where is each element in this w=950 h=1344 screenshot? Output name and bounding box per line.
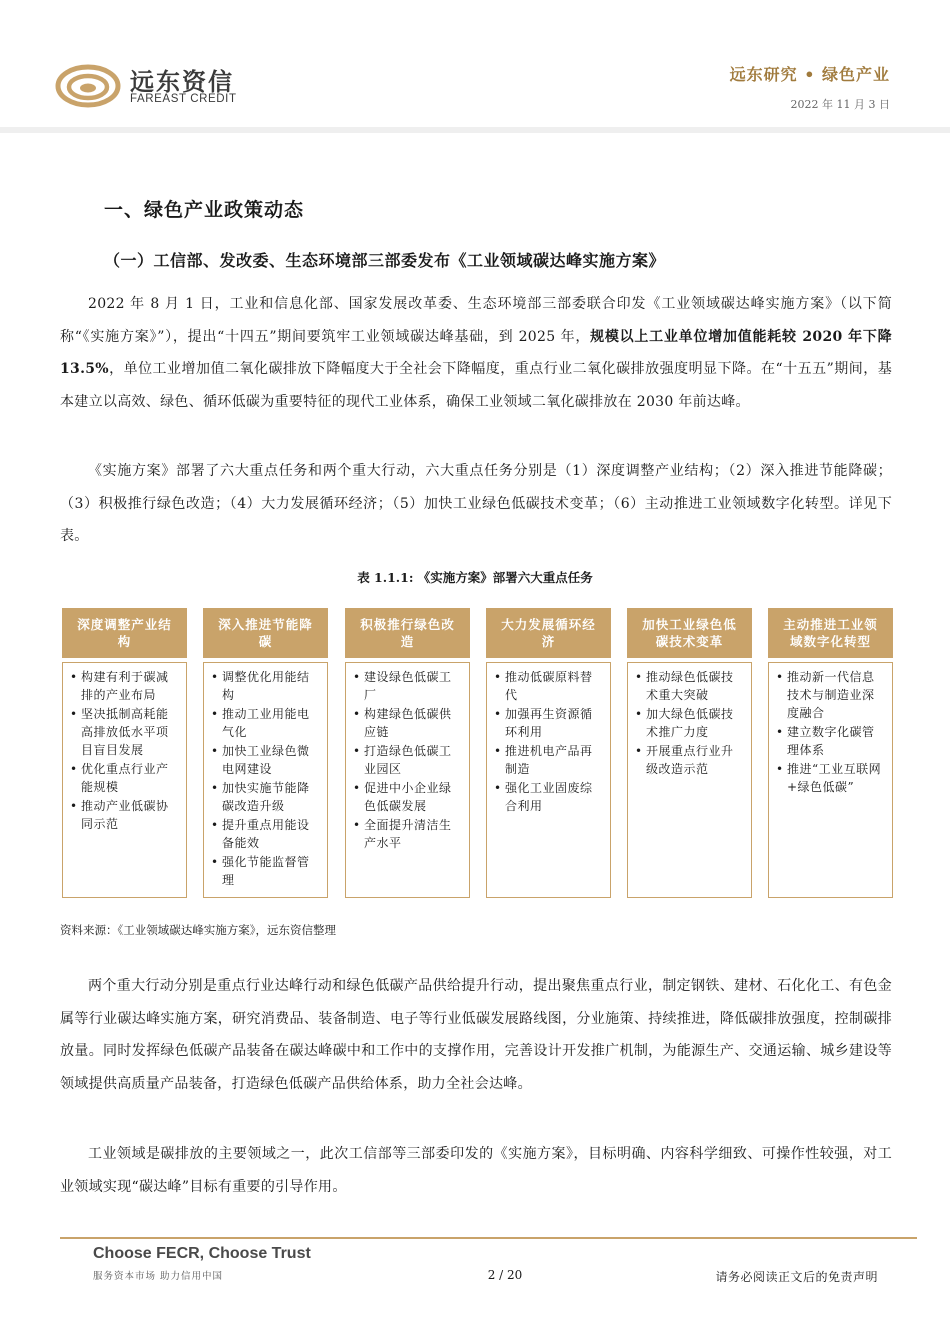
page-number: 2 / 20 xyxy=(487,1268,523,1282)
company-name-en: FAREAST CREDIT xyxy=(130,93,237,105)
task-column-body xyxy=(768,662,893,898)
task-item: • 加快实施节能降碳改造升级 xyxy=(210,779,319,815)
task-item: • 坚决抵制高耗能高排放低水平项目盲目发展 xyxy=(69,705,178,759)
task-column-title: 主动推进工业领域数字化转型 xyxy=(768,608,893,658)
task-item: • 推进机电产品再制造 xyxy=(493,742,602,778)
task-item: • 调整优化用能结构 xyxy=(210,668,319,704)
disclaimer-note: 请务必阅读正文后的免责声明 xyxy=(715,1270,878,1284)
task-item: • 打造绿色低碳工业园区 xyxy=(352,742,461,778)
task-column-body xyxy=(203,662,328,898)
company-name-cn: 远东资信 xyxy=(130,68,234,96)
report-date: 2022 年 11 月 3 日 xyxy=(790,98,890,111)
task-item: • 推动低碳原料替代 xyxy=(493,668,602,704)
task-item: • 推动新一代信息技术与制造业深度融合 xyxy=(775,668,884,722)
task-item: • 全面提升清洁生产水平 xyxy=(352,816,461,852)
task-item: • 建设绿色低碳工厂 xyxy=(352,668,461,704)
paragraph-tasks: 《实施方案》部署了六大重点任务和两个重大行动，六大重点任务分别是（1）深度调整产业结构；（2）深入推进节能降碳；（3）积极推行绿色改造；（4）大力发展循环经济；（5）加快工业绿色低碳技术变革；（6）主动推进工业领域数字化转型。详见下表。 xyxy=(60,463,892,544)
task-column xyxy=(345,608,470,898)
task-item: • 加强再生资源循环利用 xyxy=(493,705,602,741)
paragraph-conclusion: 工业领域是碳排放的主要领域之一，此次工信部等三部委印发的《实施方案》，目标明确、内容科学细致、可操作性较强，对工业领域实现“碳达峰”目标有重要的引导作用。 xyxy=(60,1146,892,1195)
task-column-body xyxy=(345,662,470,898)
subsection-title: （一）工信部、发改委、生态环境部三部委发布《工业领域碳达峰实施方案》 xyxy=(104,251,666,270)
task-column-title: 加快工业绿色低碳技术变革 xyxy=(627,608,752,658)
task-column xyxy=(486,608,611,898)
paragraph-actions: 两个重大行动分别是重点行业达峰行动和绿色低碳产品供给提升行动，提出聚焦重点行业，制定钢铁、建材、石化化工、有色金属等行业碳达峰实施方案，研究消费品、装备制造、电子等行业低碳发展路线图，分业施策、持续推进，降低碳排放强度，控制碳排放量。同时发挥绿色低碳产品装备在碳达峰碳中和工作中的支撑作用，完善设计开发推广机制，为能源生产、交通运输、城乡建设等领域提供高质量产品装备，打造绿色低碳产品供给体系，助力全社会达峰。 xyxy=(60,978,892,1092)
task-column-title: 深入推进节能降碳 xyxy=(203,608,328,658)
footer-slogan: Choose FECR, Choose Trust xyxy=(93,1245,311,1262)
table-caption: 表 1.1.1: 《实施方案》部署六大重点任务 xyxy=(357,570,593,585)
footer-divider xyxy=(60,1237,917,1239)
task-item: • 开展重点行业升级改造示范 xyxy=(634,742,743,778)
task-item: • 建立数字化碳管理体系 xyxy=(775,723,884,759)
task-column-body xyxy=(627,662,752,898)
task-column xyxy=(62,608,187,898)
task-item: • 优化重点行业产能规模 xyxy=(69,760,178,796)
task-column-title: 大力发展循环经济 xyxy=(486,608,611,658)
task-column xyxy=(627,608,752,898)
task-item: • 推动绿色低碳技术重大突破 xyxy=(634,668,743,704)
paragraph-intro-highlight: 规模以上工业单位增加值能耗较 2020 年下降 13.5% xyxy=(60,328,892,377)
task-column xyxy=(203,608,328,898)
task-item: • 强化节能监督管理 xyxy=(210,853,319,889)
source-note: 资料来源：《工业领域碳达峰实施方案》，远东资信整理 xyxy=(60,923,336,937)
footer-subslogan: 服务资本市场 助力信用中国 xyxy=(93,1271,224,1282)
task-item: • 推动工业用能电气化 xyxy=(210,705,319,741)
task-item: • 加大绿色低碳技术推广力度 xyxy=(634,705,743,741)
task-item: • 构建绿色低碳供应链 xyxy=(352,705,461,741)
company-logo-icon xyxy=(55,60,121,108)
task-item: • 促进中小企业绿色低碳发展 xyxy=(352,779,461,815)
paragraph-intro-part2: ，单位工业增加值二氧化碳排放下降幅度大于全社会下降幅度，重点行业二氧化碳排放强度明显下降。在“十五五”期间，基本建立以高效、绿色、循环低碳为重要特征的现代工业体系，确保工业领域二氧化碳排放在 2030 年前达峰。 xyxy=(60,361,892,410)
task-item: • 推动产业低碳协同示范 xyxy=(69,797,178,833)
task-item: • 推进“工业互联网+绿色低碳” xyxy=(775,760,884,796)
task-item: • 构建有利于碳减排的产业布局 xyxy=(69,668,178,704)
paragraph-intro-part1: 2022 年 8 月 1 日，工业和信息化部、国家发展改革委、生态环境部三部委联合印发《工业领域碳达峰实施方案》（以下简称“《实施方案》”），提出“十四五”期间要筑牢工业领域碳达峰基础，到 2025 年， xyxy=(60,296,892,345)
task-column-title: 深度调整产业结构 xyxy=(62,608,187,658)
task-column xyxy=(768,608,893,898)
task-column-title: 积极推行绿色改造 xyxy=(345,608,470,658)
header-divider xyxy=(0,127,950,133)
section-title: 一、绿色产业政策动态 xyxy=(104,199,305,221)
task-column-body xyxy=(62,662,187,898)
task-item: • 提升重点用能设备能效 xyxy=(210,816,319,852)
paragraph-intro xyxy=(60,288,892,418)
task-column-body xyxy=(486,662,611,898)
task-item: • 加快工业绿色微电网建设 xyxy=(210,742,319,778)
report-series: 远东研究 • 绿色产业 xyxy=(729,65,890,84)
task-item: • 强化工业固废综合利用 xyxy=(493,779,602,815)
